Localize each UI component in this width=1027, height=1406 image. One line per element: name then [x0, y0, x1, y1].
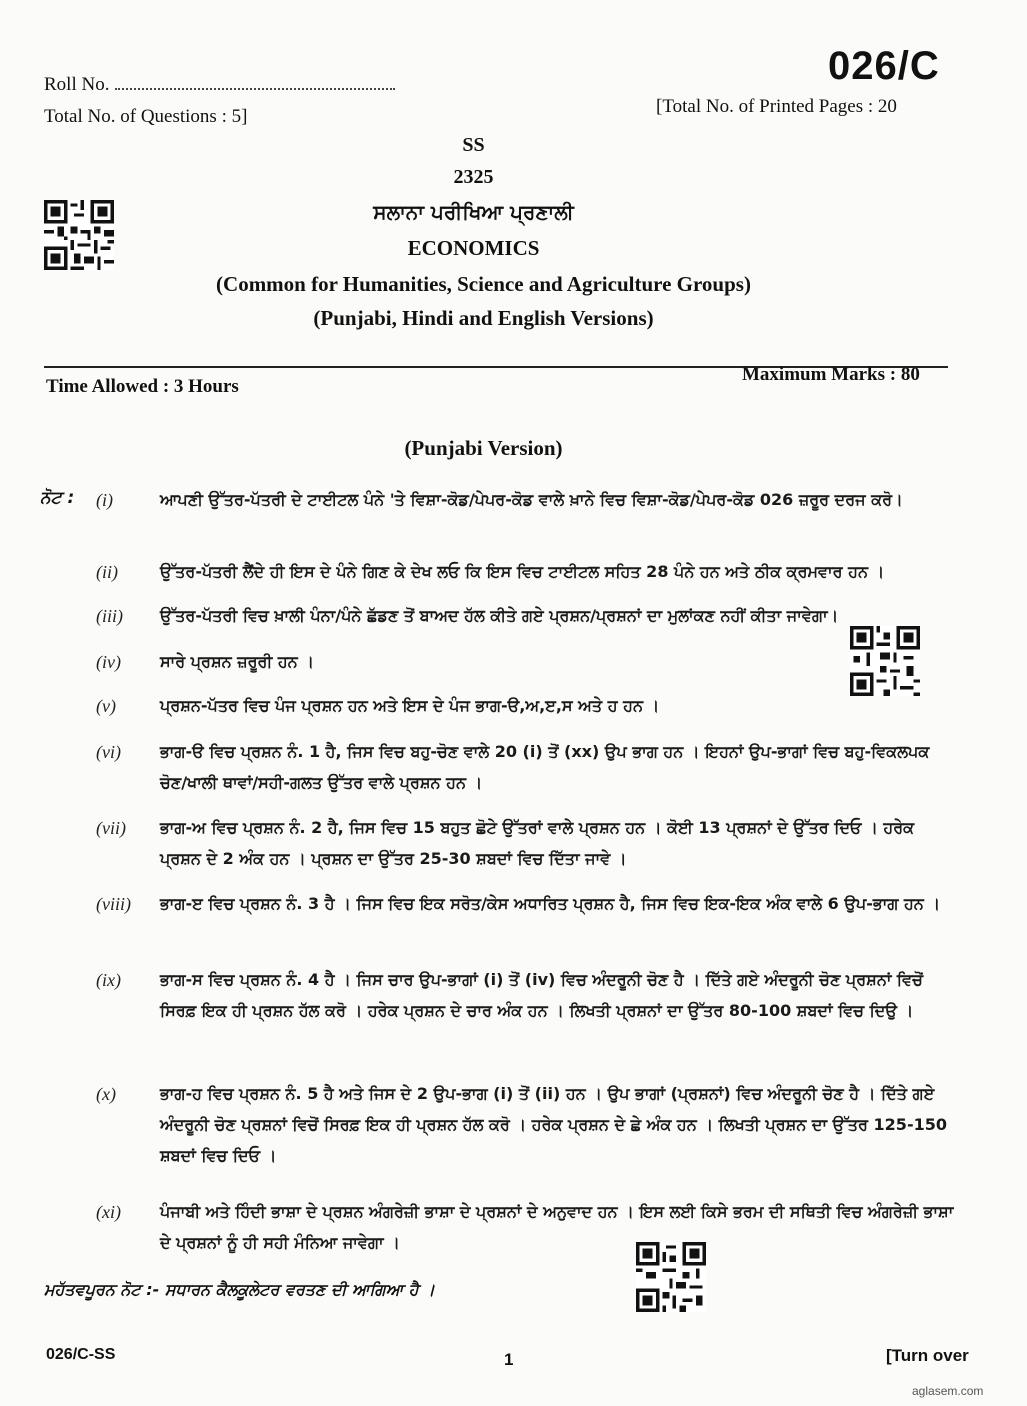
- footer-code: 026/C-SS: [46, 1346, 116, 1363]
- note-number: (v): [96, 696, 116, 716]
- note-number: (vii): [96, 818, 126, 838]
- note-text: ਭਾਗ-ੲ ਵਿਚ ਪ੍ਰਸ਼ਨ ਨੰ. 3 ਹੈ । ਜਿਸ ਵਿਚ ਇਕ ਸਰੋਤ/ਕੇਸ ਅਧਾਰਿਤ ਪ੍ਰਸ਼ਨ ਹੈ, ਜਿਸ ਵਿਚ ਇਕ-ਇਕ ਅੰਕ ਵਾਲੇ 6 ਉਪ-ਭਾਗ ਹਨ ।: [160, 894, 941, 913]
- note-text: ਭਾਗ-ਹ ਵਿਚ ਪ੍ਰਸ਼ਨ ਨੰ. 5 ਹੈ ਅਤੇ ਜਿਸ ਦੇ 2 ਉਪ-ਭਾਗ (i) ਤੋਂ (ii) ਹਨ । ਉਪ ਭਾਗਾਂ (ਪ੍ਰਸ਼ਨਾਂ) ਵਿਚ ਅੰਦਰੂਨੀ ਚੋਣ ਹੈ । ਦਿੱਤੇ ਗਏ ਅੰਦਰੂਨੀ ਚੋਣ ਪ੍ਰਸ਼ਨਾਂ ਵਿਚੋਂ ਸਿਰਫ਼ ਇਕ ਹੀ ਪ੍ਰਸ਼ਨ ਹੱਲ ਕਰੋ । ਹਰੇਕ ਪ੍ਰਸ਼ਨ ਦੇ ਛੇ ਅੰਕ ਹਨ । ਲਿਖਤੀ ਪ੍ਰਸ਼ਨ ਦਾ ਉੱਤਰ 125-150 ਸ਼ਬਦਾਂ ਵਿਚ ਦਿਓ ।: [160, 1084, 947, 1165]
- total-pages: [Total No. of Printed Pages : 20: [656, 96, 897, 117]
- note-number: (xi): [96, 1202, 121, 1222]
- note-text: ਸਾਰੇ ਪ੍ਰਸ਼ਨ ਜ਼ਰੂਰੀ ਹਨ ।: [160, 652, 315, 671]
- note-text: ਉੱਤਰ-ਪੱਤਰੀ ਵਿਚ ਖ਼ਾਲੀ ਪੰਨਾ/ਪੰਨੇ ਛੱਡਣ ਤੋਂ ਬਾਅਦ ਹੱਲ ਕੀਤੇ ਗਏ ਪ੍ਰਸ਼ਨ/ਪ੍ਰਸ਼ਨਾਂ ਦਾ ਮੁਲਾਂਕਣ ਨਹੀਂ ਕੀਤਾ ਜਾਵੇਗਾ।: [160, 606, 839, 625]
- year-code: 2325: [453, 166, 494, 188]
- watermark: aglasem.com: [912, 1384, 984, 1398]
- versions-line: (Punjabi, Hindi and English Versions): [313, 306, 654, 330]
- subject-title: ECONOMICS: [407, 236, 540, 260]
- important-note: ਮਹੱਤਵਪੂਰਨ ਨੋਟ :- ਸਧਾਰਨ ਕੈਲਕੂਲੇਟਰ ਵਰਤਣ ਦੀ ਆਗਿਆ ਹੈ ।: [44, 1280, 435, 1299]
- maximum-marks: Maximum Marks : 80: [742, 364, 920, 385]
- paper-code: 026/C: [828, 44, 940, 88]
- qr-code-icon: [850, 626, 920, 696]
- note-number: (vi): [96, 742, 121, 762]
- roll-no: [44, 74, 395, 96]
- note-number: (viii): [96, 894, 131, 914]
- note-number: (x): [96, 1084, 116, 1104]
- series-code: SS: [462, 134, 485, 156]
- note-number: (iii): [96, 606, 123, 626]
- total-questions: Total No. of Questions : 5]: [44, 106, 248, 127]
- section-title: (Punjabi Version): [404, 436, 563, 460]
- page-number: 1: [504, 1350, 514, 1369]
- note-number: (ii): [96, 562, 118, 582]
- note-text: ਭਾਗ-ਅ ਵਿਚ ਪ੍ਰਸ਼ਨ ਨੰ. 2 ਹੈ, ਜਿਸ ਵਿਚ 15 ਬਹੁਤ ਛੋਟੇ ਉੱਤਰਾਂ ਵਾਲੇ ਪ੍ਰਸ਼ਨ ਹਨ । ਕੋਈ 13 ਪ੍ਰਸ਼ਨਾਂ ਦੇ ਉੱਤਰ ਦਿਓ । ਹਰੇਕ ਪ੍ਰਸ਼ਨ ਦੇ 2 ਅੰਕ ਹਨ । ਪ੍ਰਸ਼ਨ ਦਾ ਉੱਤਰ 25-30 ਸ਼ਬਦਾਂ ਵਿਚ ਦਿੱਤਾ ਜਾਵੇ ।: [160, 818, 915, 868]
- turn-over: [Turn over: [886, 1346, 969, 1365]
- note-text: ਪ੍ਰਸ਼ਨ-ਪੱਤਰ ਵਿਚ ਪੰਜ ਪ੍ਰਸ਼ਨ ਹਨ ਅਤੇ ਇਸ ਦੇ ਪੰਜ ਭਾਗ-ੳ,ਅ,ੲ,ਸ ਅਤੇ ਹ ਹਨ ।: [160, 696, 660, 715]
- system-title-punjabi: ਸਲਾਨਾ ਪਰੀਖਿਆ ਪ੍ਰਣਾਲੀ: [373, 200, 574, 224]
- note-text: ਭਾਗ-ਸ ਵਿਚ ਪ੍ਰਸ਼ਨ ਨੰ. 4 ਹੈ । ਜਿਸ ਚਾਰ ਉਪ-ਭਾਗਾਂ (i) ਤੋਂ (iv) ਵਿਚ ਅੰਦਰੂਨੀ ਚੋਣ ਹੈ । ਦਿੱਤੇ ਗਏ ਅੰਦਰੂਨੀ ਚੋਣ ਪ੍ਰਸ਼ਨਾਂ ਵਿਚੋਂ ਸਿਰਫ਼ ਇਕ ਹੀ ਪ੍ਰਸ਼ਨ ਹੱਲ ਕਰੋ । ਹਰੇਕ ਪ੍ਰਸ਼ਨ ਦੇ ਚਾਰ ਅੰਕ ਹਨ । ਲਿਖਤੀ ਪ੍ਰਸ਼ਨਾਂ ਦਾ ਉੱਤਰ 80-100 ਸ਼ਬਦਾਂ ਵਿਚ ਦਿਉ ।: [160, 970, 923, 1020]
- note-number: (ix): [96, 970, 121, 990]
- time-allowed: Time Allowed : 3 Hours: [46, 376, 239, 397]
- note-text: ਪੰਜਾਬੀ ਅਤੇ ਹਿੰਦੀ ਭਾਸ਼ਾ ਦੇ ਪ੍ਰਸ਼ਨ ਅੰਗਰੇਜ਼ੀ ਭਾਸ਼ਾ ਦੇ ਪ੍ਰਸ਼ਨਾਂ ਦੇ ਅਨੁਵਾਦ ਹਨ । ਇਸ ਲਈ ਕਿਸੇ ਭਰਮ ਦੀ ਸਥਿਤੀ ਵਿਚ ਅੰਗਰੇਜ਼ੀ ਭਾਸ਼ਾ ਦੇ ਪ੍ਰਸ਼ਨਾਂ ਨੂੰ ਹੀ ਸਹੀ ਮੰਨਿਆ ਜਾਵੇਗਾ ।: [160, 1202, 954, 1252]
- roll-no-label: Roll No.: [44, 74, 110, 95]
- qr-code-icon: [44, 200, 114, 270]
- roll-no-blank: [115, 88, 395, 90]
- note-text: ਉੱਤਰ-ਪੱਤਰੀ ਲੈਂਦੇ ਹੀ ਇਸ ਦੇ ਪੰਨੇ ਗਿਣ ਕੇ ਦੇਖ ਲਓ ਕਿ ਇਸ ਵਿਚ ਟਾਈਟਲ ਸਹਿਤ 28 ਪੰਨੇ ਹਨ ਅਤੇ ਠੀਕ ਕ੍ਰਮਵਾਰ ਹਨ ।: [160, 562, 885, 581]
- groups-line: (Common for Humanities, Science and Agriculture Groups): [216, 272, 751, 296]
- note-number: (i): [96, 490, 113, 510]
- note-label: ਨੋਟ :: [40, 488, 75, 508]
- note-number: (iv): [96, 652, 121, 672]
- note-text: ਭਾਗ-ੳ ਵਿਚ ਪ੍ਰਸ਼ਨ ਨੰ. 1 ਹੈ, ਜਿਸ ਵਿਚ ਬਹੁ-ਚੋਣ ਵਾਲੇ 20 (i) ਤੋਂ (xx) ਉਪ ਭਾਗ ਹਨ । ਇਹਨਾਂ ਉਪ-ਭਾਗਾਂ ਵਿਚ ਬਹੁ-ਵਿਕਲਪਕ ਚੋਣ/ਖਾਲੀ ਥਾਵਾਂ/ਸਹੀ-ਗਲਤ ਉੱਤਰ ਵਾਲੇ ਪ੍ਰਸ਼ਨ ਹਨ ।: [160, 742, 930, 792]
- note-text: ਆਪਣੀ ਉੱਤਰ-ਪੱਤਰੀ ਦੇ ਟਾਈਟਲ ਪੰਨੇ 'ਤੇ ਵਿਸ਼ਾ-ਕੋਡ/ਪੇਪਰ-ਕੋਡ ਵਾਲੇ ਖ਼ਾਨੇ ਵਿਚ ਵਿਸ਼ਾ-ਕੋਡ/ਪੇਪਰ-ਕੋਡ 026 ਜ਼ਰੂਰ ਦਰਜ ਕਰੋ।: [160, 490, 903, 509]
